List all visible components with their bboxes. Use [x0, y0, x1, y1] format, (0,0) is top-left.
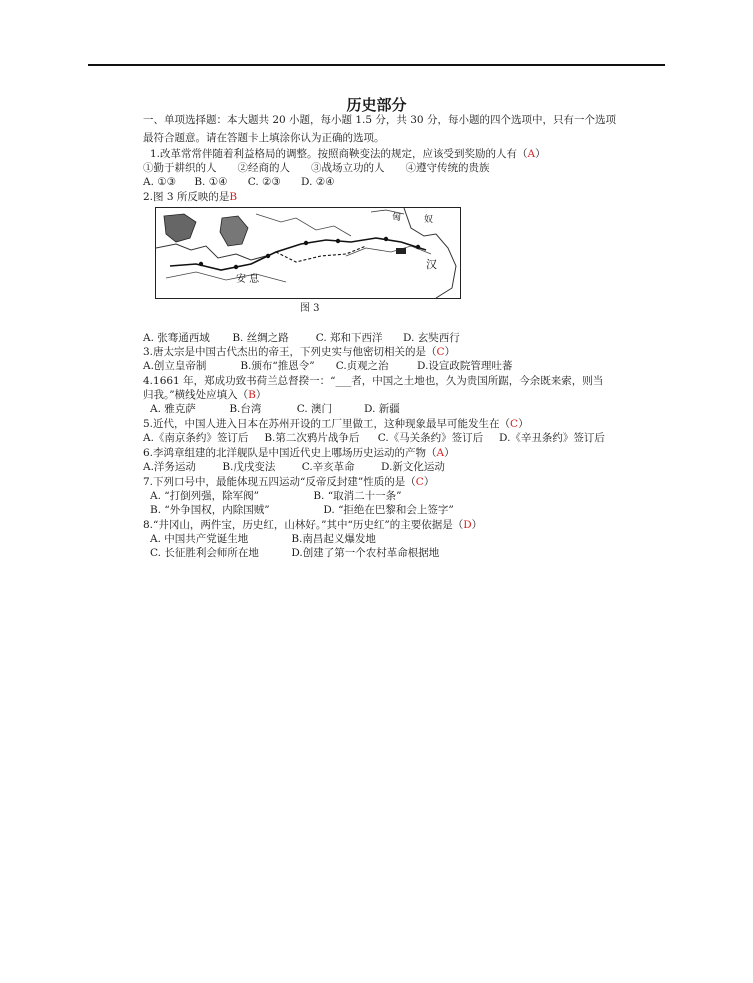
question-5-options	[143, 432, 605, 445]
question-1-items: ①勤于耕织的人 ②经商的人 ③战场立功的人 ④遵守传统的贵族	[143, 162, 490, 174]
question-5-stem: 5.近代，中国人进入日本在苏州开设的工厂里做工，这种现象最早可能发生在（C）	[143, 418, 529, 430]
page-title: 历史部分	[346, 96, 407, 114]
question-4-stem-cont: 归我。”横线处应填入（B）	[143, 389, 267, 401]
option: B. ①④	[194, 176, 228, 188]
option: D. “拒绝在巴黎和会上签字”	[323, 504, 454, 516]
option: A. ①③	[143, 176, 177, 188]
question-1-answer: A	[527, 148, 536, 160]
option: B. 丝绸之路	[232, 332, 289, 344]
option: C. ②③	[247, 176, 281, 188]
option: B.台湾	[229, 403, 262, 415]
question-7-options-row-2	[150, 504, 454, 517]
question-7-stem: 7.下列口号中，最能体现五四运动“反帝反封建”性质的是（C）	[143, 476, 435, 488]
option: B.颁布“推恩令”	[240, 360, 315, 372]
option: A. 雅克萨	[150, 403, 196, 415]
option: C.《马关条约》签订后	[377, 432, 484, 444]
option: B.第二次鸦片战争后	[264, 432, 360, 444]
option: D.设宣政院管理吐蕃	[417, 360, 513, 372]
question-1-stem: 1.改革常常伴随着利益格局的调整。按照商鞅变法的规定，应该受到奖励的人有（A）	[150, 148, 546, 160]
option: A. 张骞通西域	[143, 332, 210, 344]
question-7-answer: C	[415, 476, 424, 488]
option: B.戊戌变法	[222, 461, 276, 473]
question-4-options	[150, 403, 400, 416]
option: D.新文化运动	[381, 461, 445, 473]
question-4-answer: B	[248, 389, 256, 401]
header-rule	[88, 64, 665, 66]
question-4-stem: 4.1661 年，郑成功致书荷兰总督揆一：“___者，中国之土地也，久为贵国所踞，今余既来索，则当	[143, 375, 604, 387]
map-label-anxi: 安 息	[236, 274, 260, 285]
question-5-answer: C	[510, 418, 519, 430]
option: C. 郑和下西洋	[315, 332, 383, 344]
question-3-stem: 3.唐太宗是中国古代杰出的帝王，下列史实与他密切相关的是（C）	[143, 346, 456, 358]
intro-line-1: 一、单项选择题：本大题共 20 小题，每小题 1.5 分，共 30 分，每小题的四个选项中，只有一个选项	[143, 114, 616, 126]
option: C.辛亥革命	[301, 461, 355, 473]
question-8-options-row-2	[150, 547, 439, 560]
silk-road-map	[155, 207, 461, 299]
question-6-stem: 6.李鸿章组建的北洋舰队是中国近代史上哪场历史运动的产物（A）	[143, 447, 455, 459]
option: B. “取消二十一条”	[313, 490, 402, 502]
option: A.创立皇帝制	[143, 360, 207, 372]
map-label-xiong: 匈	[392, 213, 402, 223]
option: D. ②④	[301, 176, 335, 188]
option: D. 新疆	[364, 403, 400, 415]
intro-line-2: 最符合题意。请在答题卡上填涂你认为正确的选项。	[143, 132, 385, 144]
option: A. “打倒列强，除军阀”	[150, 490, 259, 502]
option: D.《辛丑条约》签订后	[499, 432, 605, 444]
question-8-answer: D	[463, 519, 472, 531]
question-7-options-row-1	[150, 490, 401, 503]
option: C. 长征胜利会师所在地	[150, 547, 259, 559]
question-3-answer: C	[436, 346, 445, 358]
question-1-options	[143, 176, 335, 189]
question-2-options	[143, 332, 460, 345]
option: C. 澳门	[296, 403, 333, 415]
option: B. “外争国权，内除国贼”	[150, 504, 270, 516]
map-label-nu: 奴	[424, 215, 434, 225]
question-2-stem: 2.图 3 所反映的是B	[143, 191, 238, 203]
question-3-options	[143, 360, 512, 373]
question-8-stem: 8.“井冈山，两件宝，历史红，山林好。”其中“历史红”的主要依据是（D）	[143, 519, 483, 531]
option: A.《南京条约》签订后	[143, 432, 249, 444]
question-6-options	[143, 461, 445, 474]
question-6-answer: A	[436, 447, 445, 459]
option: D.创建了第一个农村革命根据地	[291, 547, 440, 559]
question-2-answer: B	[229, 191, 238, 203]
question-8-options-row-1	[150, 533, 376, 546]
map-caption: 图 3	[300, 303, 320, 314]
option: A. 中国共产党诞生地	[150, 533, 249, 545]
option: A.洋务运动	[143, 461, 196, 473]
option: B.南昌起义爆发地	[291, 533, 376, 545]
option: C.贞观之治	[335, 360, 389, 372]
map-label-han: 汉	[426, 258, 437, 271]
option: D. 玄奘西行	[403, 332, 460, 344]
map-drawing	[156, 208, 460, 298]
